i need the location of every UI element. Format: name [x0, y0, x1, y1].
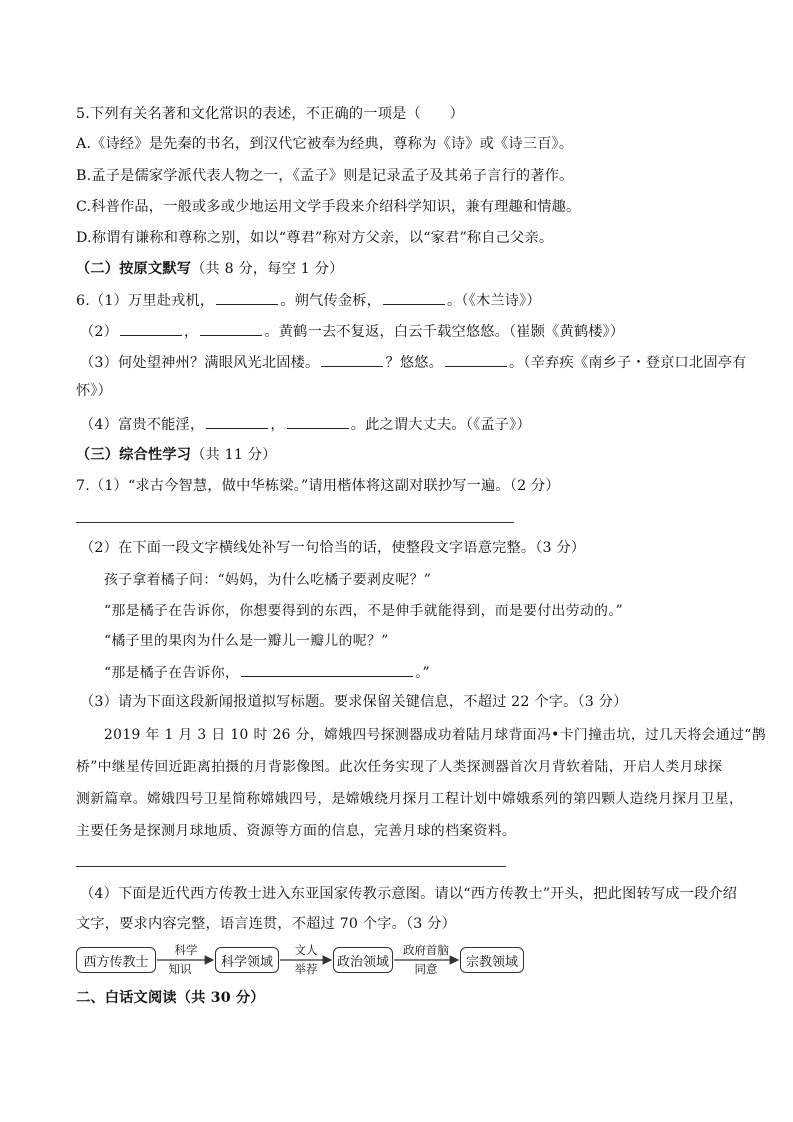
q5-option-a: A.《诗经》是先秦的书名，到汉代它被奉为经典，尊称为《诗》或《诗三百》。 — [76, 136, 574, 152]
q6-3-text-b: ？悠悠。 — [385, 355, 443, 371]
flow-edge-2-top: 文人 — [294, 943, 318, 957]
dialog-line-1: 孩子拿着橘子问：“妈妈，为什么吃橘子要剥皮呢？” — [104, 572, 432, 588]
q6-line-3-cont: 怀》） — [76, 383, 113, 399]
news-line-2: 桥”中继星传回近距离拍摄的月背影像图。此次任务实现了人类探测器首次月背软着陆，开启人类月球探 — [76, 759, 723, 775]
flow-edge-1-top: 科学 — [174, 943, 198, 957]
q6-1-text-c: 。（《木兰诗》） — [446, 293, 541, 309]
dialog-line-2: “那是橘子在告诉你，你想要得到的东西，不是伸手就能得到，而是要付出劳动的。” — [104, 603, 624, 619]
q6-3-text-a: （3）何处望神州？满眼风光北固楼。 — [80, 355, 320, 371]
dialog-line-3: “橘子里的果肉为什么是一瓣儿一瓣儿的呢？” — [104, 633, 389, 649]
news-line-1: 2019 年 1 月 3 日 10 时 26 分，嫦娥四号探测器成功着陆月球背面冯•卡门撞击坑，过几天将会通过“鹊 — [104, 727, 766, 743]
news-line-3: 测新篇章。嫦娥四号卫星简称嫦娥四号，是嫦娥绕月探月工程计划中嫦娥系列的第四颗人造绕月探月卫星， — [76, 791, 744, 807]
q6-4-text-c: 。此之谓大丈夫。（《孟子》） — [350, 417, 531, 433]
flow-edge-2-bottom: 举荐 — [294, 962, 318, 976]
q7-part-3: （3）请为下面这段新闻报道拟写标题。要求保留关键信息，不超过 22 个字。（3 分） — [80, 694, 628, 710]
q6-4-text-a: （4）富贵不能淫， — [80, 417, 205, 433]
q7-part-4-line-1: （4）下面是近代西方传教士进入东亚国家传教示意图。请以“西方传教士”开头，把此图转写成一段介绍 — [80, 886, 738, 902]
q7-part-1: 7.（1）“求古今智慧，做中华栋梁。”请用楷体将这副对联抄写一遍。（2 分） — [76, 478, 560, 494]
flow-edge-3-bottom: 同意 — [414, 962, 438, 976]
q6-1-text-a: 6.（1）万里赴戎机， — [76, 293, 215, 309]
section-2-title: （二）按原文默写 — [76, 261, 192, 277]
q6-2-text-b: ， — [184, 324, 199, 340]
q5-stem: 5.下列有关名著和文化常识的表述，不正确的一项是（ ） — [76, 106, 465, 122]
q6-3-text-c: 。（辛弃疾《南乡子・登京口北固亭有 — [509, 355, 747, 371]
flow-node-science: 科学领域 — [215, 947, 279, 973]
q5-option-c: C.科普作品，一般或多或少地运用文学手段来介绍科学知识，兼有理趣和情趣。 — [76, 199, 581, 215]
flow-node-missionaries: 西方传教士 — [76, 947, 156, 973]
q7-part-2: （2）在下面一段文字横线处补写一句恰当的话，使整段文字语意完整。（3 分） — [80, 540, 586, 556]
news-line-4: 主要任务是探测月球地质、资源等方面的信息，完善月球的档案资料。 — [76, 823, 517, 839]
section-3-title: （三）综合性学习 — [76, 447, 192, 463]
dialog-4-text-a: “那是橘子在告诉你， — [104, 665, 240, 681]
q6-2-text-c: 。黄鹤一去不复返，白云千载空悠悠。（崔颢《黄鹤楼》） — [264, 324, 625, 340]
section-2-score: （共 8 分，每空 1 分） — [191, 261, 344, 277]
q6-2-text-a: （2） — [80, 324, 119, 340]
flow-edge-3-top: 政府首脑 — [403, 943, 449, 957]
dialog-4-text-b: 。” — [415, 665, 430, 681]
q6-4-text-b: ， — [270, 417, 285, 433]
q5-option-d: D.称谓有谦称和尊称之别，如以“尊君”称对方父亲，以“家君”称自己父亲。 — [76, 230, 554, 246]
section-3-score: （共 11 分） — [191, 447, 277, 463]
q7-part-4-line-2: 文字，要求内容完整，语言连贯，不超过 70 个字。（3 分） — [76, 916, 457, 932]
q6-1-text-b: 。朔气传金柝， — [280, 293, 381, 309]
part-2-title: 二、白话文阅读（共 30 分） — [76, 990, 265, 1006]
flow-node-politics: 政治领域 — [333, 947, 393, 973]
q5-option-b: B.孟子是儒家学派代表人物之一，《孟子》则是记录孟子及其弟子言行的著作。 — [76, 168, 574, 184]
flow-node-religion: 宗教领域 — [460, 947, 524, 973]
flow-edge-1-bottom: 知识 — [168, 962, 192, 976]
